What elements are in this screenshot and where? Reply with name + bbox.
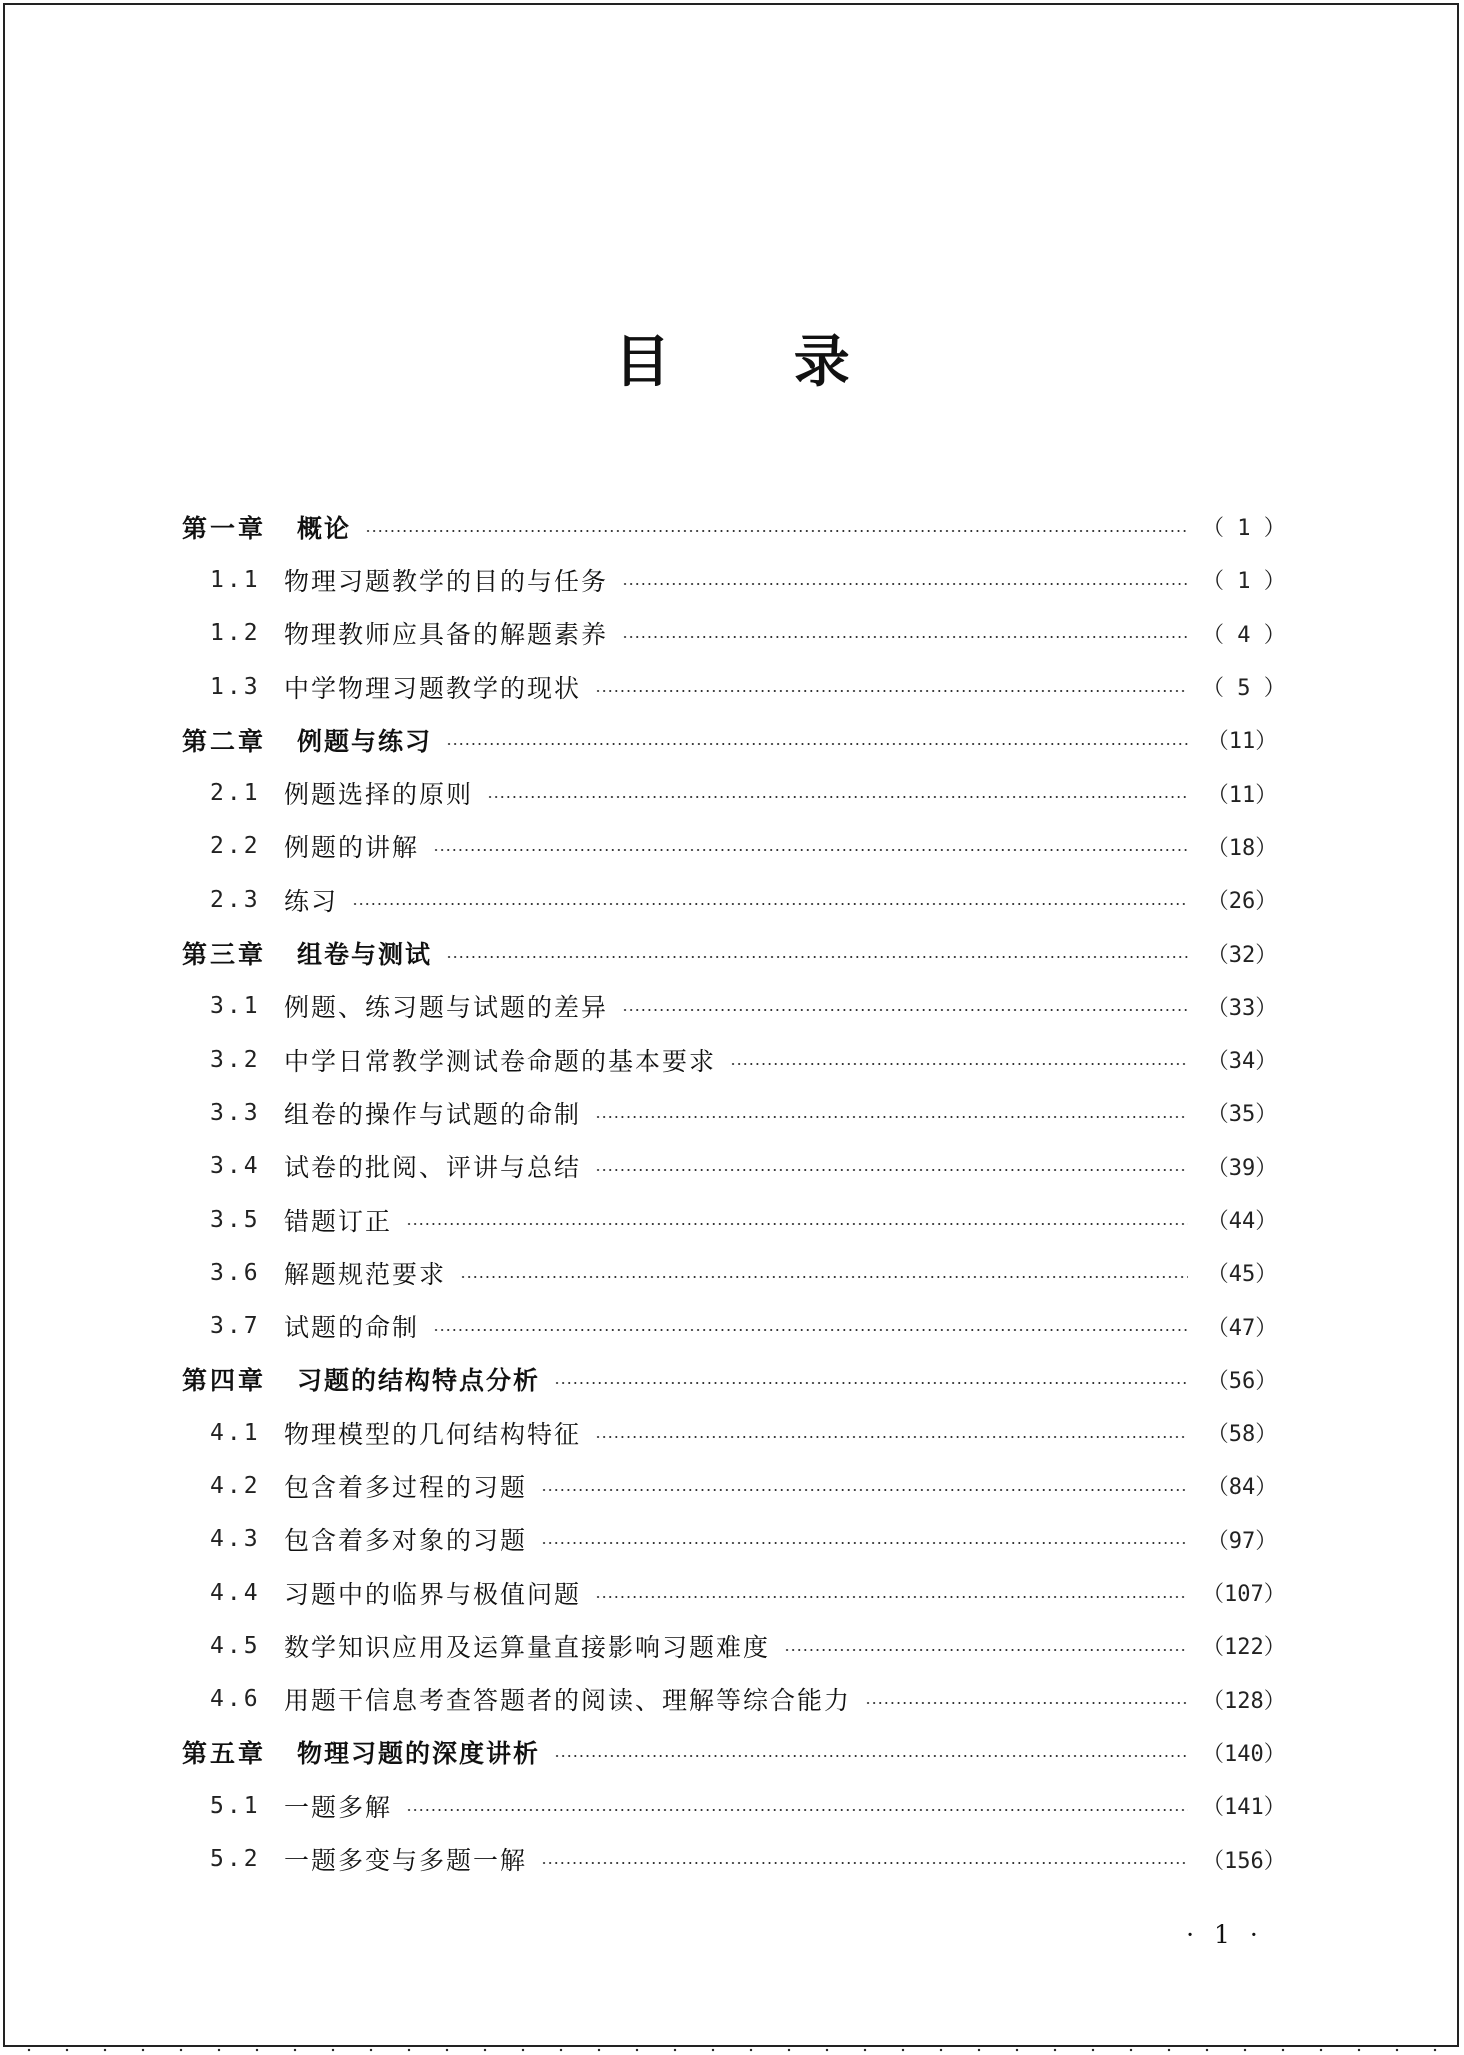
dot-leader: [622, 1009, 1188, 1011]
section-number: 3.7: [210, 1313, 261, 1340]
page-ref: （18）: [1206, 835, 1278, 861]
toc-section-row[interactable]: [182, 1406, 1282, 1459]
page-ref: （128）: [1202, 1688, 1286, 1714]
page-ref: （56）: [1206, 1368, 1278, 1394]
dot-leader: [406, 1223, 1188, 1225]
toc-section-row[interactable]: [182, 1566, 1286, 1619]
dot-leader: [541, 1489, 1188, 1491]
section-title: 数学知识应用及运算量直接影响习题难度: [284, 1632, 771, 1662]
page-ref: （156）: [1202, 1848, 1286, 1874]
chapter-title: 组卷与测试: [297, 940, 433, 970]
page-ref: （32）: [1206, 942, 1278, 968]
page-ref: （141）: [1202, 1795, 1286, 1821]
toc-section-row[interactable]: [182, 1619, 1286, 1672]
section-number: 4.2: [210, 1472, 261, 1499]
page-ref: （107）: [1202, 1582, 1286, 1608]
dot-leader: [595, 1169, 1188, 1171]
page-title: 目 录: [614, 329, 902, 395]
section-number: 3.1: [210, 993, 261, 1020]
toc-section-row[interactable]: [182, 1779, 1286, 1832]
chapter-title: 物理习题的深度讲析: [297, 1739, 541, 1769]
section-number: 5.2: [210, 1846, 261, 1873]
section-title: 包含着多过程的习题: [284, 1472, 528, 1502]
dot-leader: [865, 1702, 1188, 1704]
toc-chapter-row[interactable]: [182, 926, 1282, 979]
section-title: 物理教师应具备的解题素养: [284, 620, 609, 650]
dot-leader: [554, 1755, 1188, 1757]
section-title: 试卷的批阅、评讲与总结: [284, 1153, 582, 1183]
page-ref: （122）: [1202, 1635, 1286, 1661]
dot-leader: [433, 849, 1188, 851]
toc-section-row[interactable]: [182, 1299, 1282, 1352]
dot-leader: [554, 1382, 1188, 1384]
toc-chapter-row[interactable]: [182, 713, 1282, 766]
page-ref: （58）: [1206, 1422, 1278, 1448]
section-title: 用题干信息考查答题者的阅读、理解等综合能力: [284, 1686, 852, 1716]
dot-leader: [622, 583, 1188, 585]
page-ref: （ 1 ）: [1202, 516, 1286, 542]
section-number: 5.1: [210, 1792, 261, 1819]
chapter-number: 第四章: [182, 1366, 267, 1396]
page-ref: （45）: [1206, 1262, 1278, 1288]
section-title: 例题的讲解: [284, 833, 420, 863]
toc-section-row[interactable]: [182, 1086, 1282, 1139]
chapter-title: 习题的结构特点分析: [297, 1366, 541, 1396]
dot-leader: [352, 903, 1188, 905]
section-title: 中学日常教学测试卷命题的基本要求: [284, 1046, 717, 1076]
toc-section-row[interactable]: [182, 1673, 1286, 1726]
section-number: 3.2: [210, 1046, 261, 1073]
bottom-edge-marks: [10, 2047, 1450, 2053]
section-number: 1.3: [210, 673, 261, 700]
section-title: 一题多变与多题一解: [284, 1846, 528, 1876]
dot-leader: [541, 1862, 1188, 1864]
toc-section-row[interactable]: [182, 1459, 1282, 1512]
dot-leader: [595, 1436, 1188, 1438]
section-number: 3.5: [210, 1206, 261, 1233]
toc-section-row[interactable]: [182, 553, 1286, 606]
section-title: 解题规范要求: [284, 1259, 447, 1289]
section-number: 2.1: [210, 780, 261, 807]
toc-section-row[interactable]: [182, 1832, 1286, 1885]
dot-leader: [446, 743, 1188, 745]
page-ref: （33）: [1206, 995, 1278, 1021]
dot-leader: [365, 530, 1188, 532]
page-ref: （39）: [1206, 1155, 1278, 1181]
toc-chapter-row[interactable]: [182, 1353, 1282, 1406]
dot-leader: [595, 690, 1188, 692]
section-title: 习题中的临界与极值问题: [284, 1579, 582, 1609]
dot-leader: [487, 796, 1188, 798]
chapter-number: 第一章: [182, 513, 267, 543]
toc-section-row[interactable]: [182, 1513, 1282, 1566]
toc-section-row[interactable]: [182, 607, 1286, 660]
page-ref: （11）: [1206, 729, 1278, 755]
page-ref: （97）: [1206, 1528, 1278, 1554]
chapter-number: 第三章: [182, 940, 267, 970]
page-ref: （ 4 ）: [1202, 622, 1286, 648]
section-title: 组卷的操作与试题的命制: [284, 1099, 582, 1129]
chapter-title: 概论: [297, 513, 352, 543]
page-ref: （ 1 ）: [1202, 569, 1286, 595]
page-ref: （84）: [1206, 1475, 1278, 1501]
dot-leader: [433, 1329, 1188, 1331]
toc-section-row[interactable]: [182, 660, 1286, 713]
dot-leader: [784, 1649, 1188, 1651]
dot-leader: [446, 956, 1188, 958]
chapter-number: 第五章: [182, 1739, 267, 1769]
section-title: 中学物理习题教学的现状: [284, 673, 582, 703]
toc-section-row[interactable]: [182, 1193, 1282, 1246]
section-title: 例题、练习题与试题的差异: [284, 993, 609, 1023]
dot-leader: [595, 1116, 1188, 1118]
chapter-number: 第二章: [182, 726, 267, 756]
page-number: · 1 ·: [1186, 1920, 1264, 1949]
dot-leader: [622, 636, 1188, 638]
toc-section-row[interactable]: [182, 820, 1282, 873]
section-number: 4.5: [210, 1632, 261, 1659]
table-of-contents: [182, 500, 1286, 1886]
toc-section-row[interactable]: [182, 980, 1282, 1033]
page-ref: （ 5 ）: [1202, 676, 1286, 702]
chapter-title: 例题与练习: [297, 726, 433, 756]
page-ref: （140）: [1202, 1741, 1286, 1767]
dot-leader: [406, 1809, 1188, 1811]
toc-section-row[interactable]: [182, 1140, 1282, 1193]
section-number: 4.3: [210, 1526, 261, 1553]
section-number: 3.6: [210, 1259, 261, 1286]
page-ref: （47）: [1206, 1315, 1278, 1341]
toc-chapter-row[interactable]: [182, 1726, 1286, 1779]
toc-section-row[interactable]: [182, 1246, 1282, 1299]
toc-section-row[interactable]: [182, 766, 1282, 819]
page-ref: （34）: [1206, 1049, 1278, 1075]
section-number: 2.2: [210, 833, 261, 860]
page-ref: （11）: [1206, 782, 1278, 808]
section-title: 一题多解: [284, 1792, 393, 1822]
section-number: 3.3: [210, 1099, 261, 1126]
section-title: 试题的命制: [284, 1313, 420, 1343]
section-title: 练习: [284, 886, 339, 916]
section-number: 4.4: [210, 1579, 261, 1606]
section-number: 2.3: [210, 886, 261, 913]
section-number: 4.6: [210, 1686, 261, 1713]
dot-leader: [541, 1542, 1188, 1544]
dot-leader: [730, 1063, 1188, 1065]
dot-leader: [595, 1596, 1188, 1598]
page-ref: （26）: [1206, 889, 1278, 915]
toc-section-row[interactable]: [182, 1033, 1282, 1086]
toc-section-row[interactable]: [182, 873, 1282, 926]
section-number: 1.2: [210, 620, 261, 647]
toc-chapter-row[interactable]: [182, 500, 1286, 553]
section-number: 4.1: [210, 1419, 261, 1446]
section-number: 1.1: [210, 566, 261, 593]
section-title: 物理模型的几何结构特征: [284, 1419, 582, 1449]
page-ref: （44）: [1206, 1209, 1278, 1234]
page-ref: （35）: [1206, 1102, 1278, 1128]
section-number: 3.4: [210, 1153, 261, 1180]
dot-leader: [460, 1276, 1188, 1278]
section-title: 包含着多对象的习题: [284, 1526, 528, 1556]
section-title: 物理习题教学的目的与任务: [284, 566, 609, 596]
section-title: 错题订正: [284, 1206, 393, 1236]
section-title: 例题选择的原则: [284, 780, 474, 810]
